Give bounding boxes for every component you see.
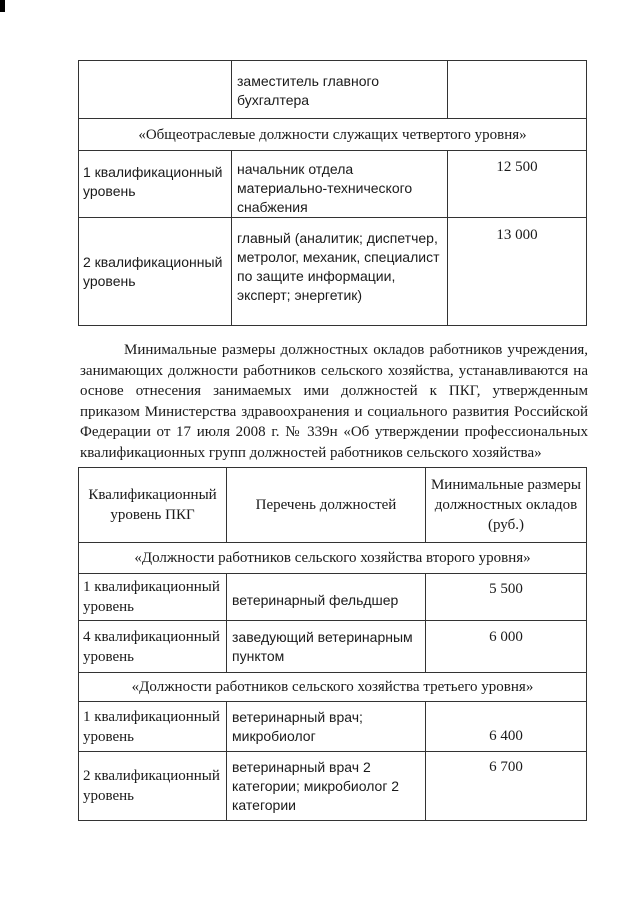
position-cell: главный (аналитик; диспетчер, метролог, механик, специалист по защите информации, эксперт; энергетик) [232,218,448,326]
salary-cell: 6 000 [426,621,587,673]
agriculture-salary-table [78,467,587,821]
position-cell: начальник отдела материально-технического снабжения [232,151,448,218]
level-cell [79,61,232,119]
body-paragraph [80,340,588,464]
salary-cell: 13 000 [448,218,587,326]
salary-table-continuation [78,60,587,326]
position-cell: ветеринарный врач; микробиолог [227,702,426,752]
paragraph-line: квалификационных групп должностей работников сельского хозяйства» [80,444,542,461]
level-cell: 4 квалификационный уровень [79,621,227,673]
group-title: «Должности работников сельского хозяйства третьего уровня» [79,673,587,702]
salary-cell: 6 700 [426,752,587,821]
header-salary: Минимальные размеры должностных окладов (руб.) [426,468,587,543]
position-cell: заведующий ветеринарным пунктом [227,621,426,673]
paragraph-line: Федерации от 17 июля 2008 г. № 339н «Об утверждении профессиональных [80,424,588,441]
paragraph-line: занимающих должности работников сельского хозяйства, устанавливаются на [80,362,588,379]
paragraph-line: приказом Министерства здравоохранения и социального развития Российской [80,403,588,420]
group-row [79,543,587,574]
group-row [79,119,587,151]
table-row [79,151,587,218]
salary-cell: 12 500 [448,151,587,218]
paragraph-line: Минимальные размеры должностных окладов работников учреждения, [124,342,588,358]
group-title: «Общеотраслевые должности служащих четвертого уровня» [79,119,587,151]
table-row [79,752,587,821]
salary-cell: 5 500 [426,574,587,621]
level-cell: 1 квалификационный уровень [79,702,227,752]
table-row [79,621,587,673]
level-cell: 2 квалификационный уровень [79,752,227,821]
group-title: «Должности работников сельского хозяйства второго уровня» [79,543,587,574]
salary-cell: 6 400 [426,702,587,752]
salary-cell [448,61,587,119]
level-cell: 1 квалификационный уровень [79,151,232,218]
paragraph-line: основе отнесения занимаемых ими должностей к ПКГ, утвержденным [80,383,588,400]
position-cell: ветеринарный врач 2 категории; микробиолог 2 категории [227,752,426,821]
level-cell: 1 квалификационный уровень [79,574,227,621]
group-row [79,673,587,702]
table-row [79,574,587,621]
table-header-row [79,468,587,543]
table-row [79,61,587,119]
level-cell: 2 квалификационный уровень [79,218,232,326]
table-row [79,702,587,752]
header-level: Квалификационный уровень ПКГ [79,468,227,543]
scan-corner-mark [0,0,5,12]
position-cell: заместитель главного бухгалтера [232,61,448,119]
header-positions: Перечень должностей [227,468,426,543]
table-row [79,218,587,326]
position-cell: ветеринарный фельдшер [227,574,426,621]
